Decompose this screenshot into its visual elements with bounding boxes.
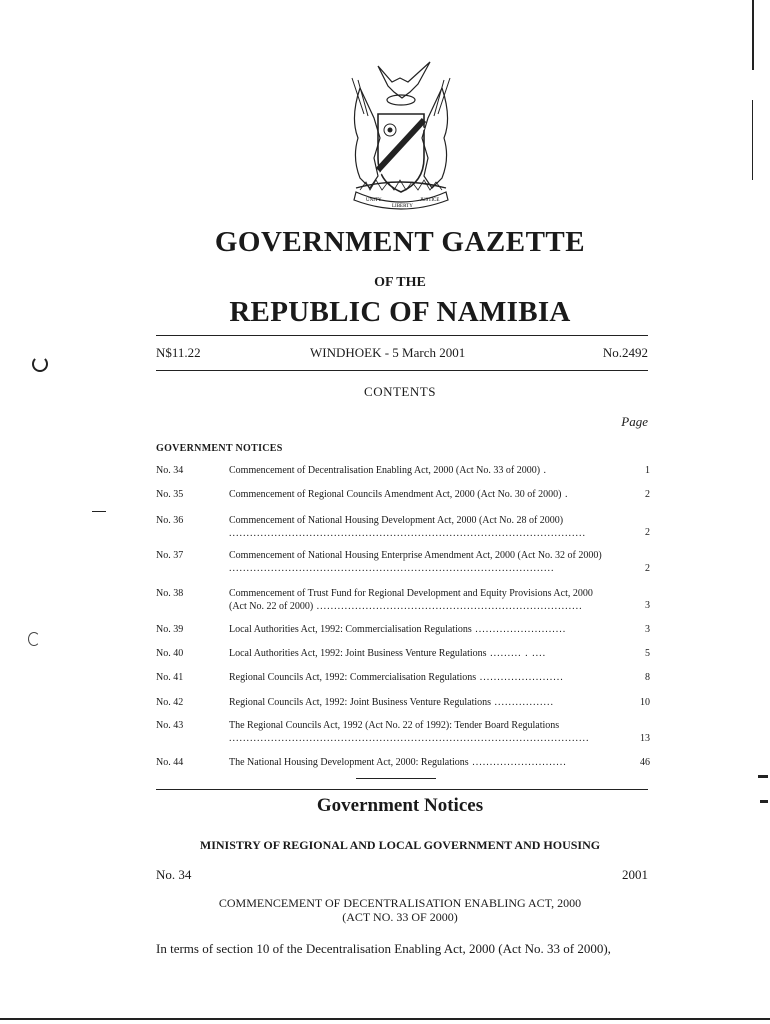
section-heading: GOVERNMENT NOTICES	[156, 443, 283, 454]
gazette-title: GOVERNMENT GAZETTE	[214, 226, 586, 258]
toc-title: Commencement of National Housing Enterprise Amendment Act, 2000 (Act No. 32 of 2000)	[229, 550, 602, 561]
toc-page: 3	[645, 600, 650, 611]
toc-number: No. 41	[156, 672, 184, 683]
motto-liberty: LIBERTY	[392, 204, 413, 209]
contents-end-rule	[356, 778, 436, 779]
scan-right-edge-mark	[752, 100, 753, 180]
toc-number: No. 35	[156, 489, 184, 500]
page-column-label: Page	[621, 414, 648, 429]
toc-leader: ......... . ....	[486, 648, 547, 659]
toc-page: 2	[645, 489, 650, 500]
toc-leader: ...........................	[468, 757, 567, 768]
toc-page: 5	[645, 648, 650, 659]
coat-of-arms-icon	[330, 58, 472, 210]
punch-hole-mark	[28, 632, 40, 646]
toc-page: 2	[645, 527, 650, 538]
toc-leader: .......................................................................................................	[229, 733, 589, 744]
toc-leader: .................	[491, 697, 555, 708]
notice-title-line2: (ACT NO. 33 OF 2000)	[342, 910, 458, 924]
toc-title: Local Authorities Act, 1992: Commercialisation Regulations	[229, 624, 472, 635]
toc-leader: ......................................................................................................	[229, 528, 586, 539]
notice-title-line1: COMMENCEMENT OF DECENTRALISATION ENABLING ACT, 2000	[218, 896, 582, 910]
issue-place-date: WINDHOEK - 5 March 2001	[310, 345, 466, 360]
scan-right-edge-mark	[760, 800, 768, 803]
notice-year: 2001	[622, 867, 648, 882]
margin-mark	[92, 511, 106, 512]
toc-page: 10	[640, 697, 650, 708]
toc-page: 46	[640, 757, 650, 768]
toc-title: The Regional Councils Act, 1992 (Act No. 22 of 1992): Tender Board Regulations	[229, 720, 560, 731]
scan-bottom-edge	[0, 1018, 770, 1020]
toc-page: 8	[645, 672, 650, 683]
toc-title: Regional Councils Act, 1992: Joint Business Venture Regulations	[229, 697, 492, 708]
toc-title: Regional Councils Act, 1992: Commercialisation Regulations	[229, 672, 477, 683]
gazette-of-the: OF THE	[374, 275, 426, 290]
coat-of-arms-emblem	[330, 58, 472, 210]
header-top-rule	[156, 335, 648, 336]
toc-title: The National Housing Development Act, 2000: Regulations	[229, 757, 469, 768]
toc-leader: ............................................................................	[313, 601, 583, 612]
toc-number: No. 39	[156, 624, 184, 635]
motto-justice: JUSTICE	[420, 198, 440, 203]
toc-leader: .	[540, 465, 548, 476]
ministry-heading: MINISTRY OF REGIONAL AND LOCAL GOVERNMENT AND HOUSING	[199, 838, 601, 852]
toc-title: Commencement of Decentralisation Enabling Act, 2000 (Act No. 33 of 2000)	[229, 465, 541, 476]
notice-body: In terms of section 10 of the Decentralisation Enabling Act, 2000 (Act No. 33 of 2000),	[156, 941, 611, 956]
toc-page: 2	[645, 563, 650, 574]
toc-title: Commencement of National Housing Development Act, 2000 (Act No. 28 of 2000)	[229, 515, 564, 526]
notice-number: No. 34	[156, 867, 192, 882]
toc-number: No. 38	[156, 588, 184, 599]
toc-number: No. 44	[156, 757, 184, 768]
toc-title: Commencement of Trust Fund for Regional Development and Equity Provisions Act, 2000 (Act No. 22 of 2000)	[229, 588, 593, 612]
motto-unity: UNITY	[366, 198, 382, 203]
toc-leader: ........................	[476, 672, 564, 683]
toc-page: 3	[645, 624, 650, 635]
toc-page: 13	[640, 733, 650, 744]
toc-leader: .............................................................................................	[229, 563, 555, 574]
section-divider-rule	[156, 789, 648, 790]
toc-title: Local Authorities Act, 1992: Joint Business Venture Regulations	[229, 648, 487, 659]
scan-right-edge-mark	[758, 775, 768, 778]
toc-number: No. 37	[156, 550, 184, 561]
toc-leader: .	[561, 489, 569, 500]
issue-price: N$11.22	[156, 345, 201, 360]
toc-number: No. 43	[156, 720, 184, 731]
toc-page: 1	[645, 465, 650, 476]
toc-title: Commencement of Regional Councils Amendment Act, 2000 (Act No. 30 of 2000)	[229, 489, 562, 500]
toc-number: No. 36	[156, 515, 184, 526]
notices-heading: Government Notices	[316, 795, 484, 816]
scan-right-edge-mark	[752, 0, 754, 70]
gazette-republic: REPUBLIC OF NAMIBIA	[229, 296, 571, 328]
toc-number: No. 40	[156, 648, 184, 659]
contents-heading: CONTENTS	[364, 384, 436, 399]
toc-number: No. 42	[156, 697, 184, 708]
toc-leader: ..........................	[471, 624, 567, 635]
toc-number: No. 34	[156, 465, 184, 476]
issue-number: No.2492	[602, 345, 648, 360]
punch-hole-mark	[32, 356, 48, 372]
header-bottom-rule	[156, 370, 648, 371]
notice-title	[180, 896, 620, 924]
